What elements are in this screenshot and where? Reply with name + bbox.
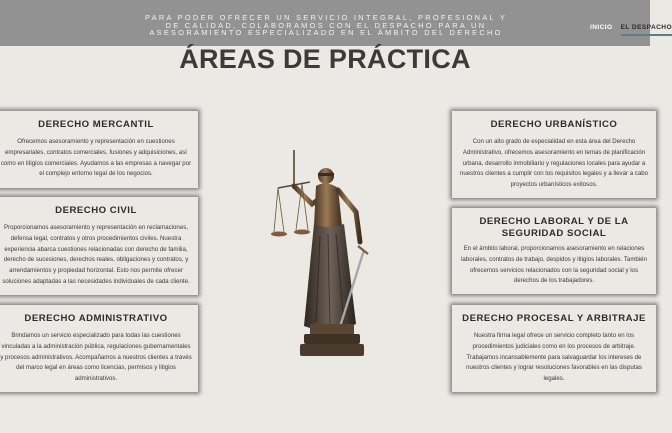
practice-card-administrativo: [0, 305, 198, 392]
card-line: procedimientos judiciales como en los procesos de arbitraje.: [472, 342, 636, 350]
card-title: DERECHO PROCESAL Y ARBITRAJE: [462, 313, 646, 324]
card-title: DERECHO URBANÍSTICO: [490, 119, 618, 130]
card-line: derecho de sucesiones, derechos reales, obligaciones y contratos, y: [3, 256, 189, 264]
card-line: derechos de los trabajadores.: [513, 277, 595, 285]
practice-card-procesal: [452, 305, 656, 392]
card-line: como en litigios comerciales. Ayudamos a las empresas a navegar por: [0, 159, 192, 167]
card-line: Administrativo, ofrecemos asesoramiento en temas de planificación: [462, 148, 646, 156]
tagline-line: DE CALIDAD, COLABORAMOS CON EL DESPACHO PARA UN: [165, 20, 487, 30]
practice-card-mercantil: [0, 111, 198, 188]
card-title-line: SEGURIDAD SOCIAL: [501, 228, 607, 239]
card-description: [456, 244, 652, 287]
card-title: DERECHO ADMINISTRATIVO: [24, 313, 168, 324]
nav-item-el-despacho[interactable]: EL DESPACHO: [621, 24, 672, 36]
card-line: ofrecemos servicios relacionados con la seguridad social y los: [470, 266, 638, 274]
practice-card-civil: [0, 197, 198, 295]
card-line: urbana, desarrollo inmobiliario y regulaciones locales para ayudar a: [462, 159, 646, 167]
card-line: Trabajamos incansablemente para salvaguardar los intereses de: [466, 353, 642, 361]
nav-item-inicio[interactable]: INICIO: [590, 24, 613, 31]
card-line: y procesos administrativos. Acompañamos a nuestros clientes a través: [0, 353, 192, 361]
card-title-line: DERECHO LABORAL Y DE LA: [479, 216, 629, 227]
tagline-line: PARA PODER OFRECER UN SERVICIO INTEGRAL, PROFESIONAL Y: [144, 13, 508, 22]
card-line: proyectos urbanísticos exitosos.: [510, 181, 598, 189]
card-line: administrativos.: [74, 375, 118, 383]
card-line: experiencia abarca cuestiones relacionadas con derecho de familia,: [4, 245, 188, 253]
card-line: nuestros clientes y lograr resoluciones favorables en las disputas: [466, 364, 642, 372]
card-title: DERECHO MERCANTIL: [38, 119, 154, 130]
main-nav: [590, 24, 672, 36]
card-line: Brindamos un servicio especializado para todas las cuestiones: [11, 332, 181, 339]
header-tagline: [140, 14, 512, 37]
card-line: del marco legal en áreas como licencias, permisos y litigios: [16, 364, 176, 372]
card-line: Proporcionamos asesoramiento y representación en reclamaciones,: [4, 224, 188, 231]
card-line: vinculadas a la administración pública, regulaciones gubernamentales: [1, 342, 191, 350]
card-title: DERECHO CIVIL: [55, 205, 137, 216]
card-line: arrendamientos y propiedad horizontal. Esto nos permite ofrecer: [9, 267, 183, 275]
card-line: el complejo entorno legal de los negocios.: [39, 170, 153, 178]
tagline-line: ASESORAMIENTO ESPECIALIZADO EN EL ÁMBITO DEL DERECHO: [149, 28, 503, 38]
card-line: legales.: [543, 375, 565, 383]
practice-card-laboral: [452, 208, 656, 294]
top-header-bar: [0, 0, 672, 46]
practice-card-urbanistico: [452, 111, 656, 198]
card-line: defensa legal, contratos y otros procedimientos civiles. Nuestra: [10, 234, 182, 242]
card-description: [0, 331, 194, 385]
card-line: En el ámbito laboral, proporcionamos asesoramiento en relaciones: [463, 245, 645, 252]
card-description: [0, 223, 194, 288]
page-title: ÁREAS DE PRÁCTICA: [179, 44, 471, 74]
card-line: Ofrecemos asesoramiento y representación en cuestiones: [17, 138, 175, 145]
card-line: Con un alto grado de especialidad en esta área del Derecho: [472, 138, 636, 145]
card-line: empresariales, contratos comerciales, fusiones y adquisiciones, así: [5, 148, 187, 156]
lady-justice-statue-icon: [264, 146, 388, 362]
card-line: laborales, contratos de trabajo, despidos y litigios laborales. También: [461, 255, 647, 263]
card-description: [456, 137, 652, 191]
card-line: nuestros clientes a cumplir con los requisitos legales y a llevar a cabo: [460, 170, 648, 178]
card-description: [0, 137, 194, 180]
card-line: Nuestra firma legal ofrece un servicio completo tanto en los: [473, 332, 635, 339]
card-title: [456, 216, 652, 240]
card-line: soluciones adaptadas a las necesidades individuales de cada cliente.: [2, 277, 190, 285]
card-description: [456, 331, 652, 385]
